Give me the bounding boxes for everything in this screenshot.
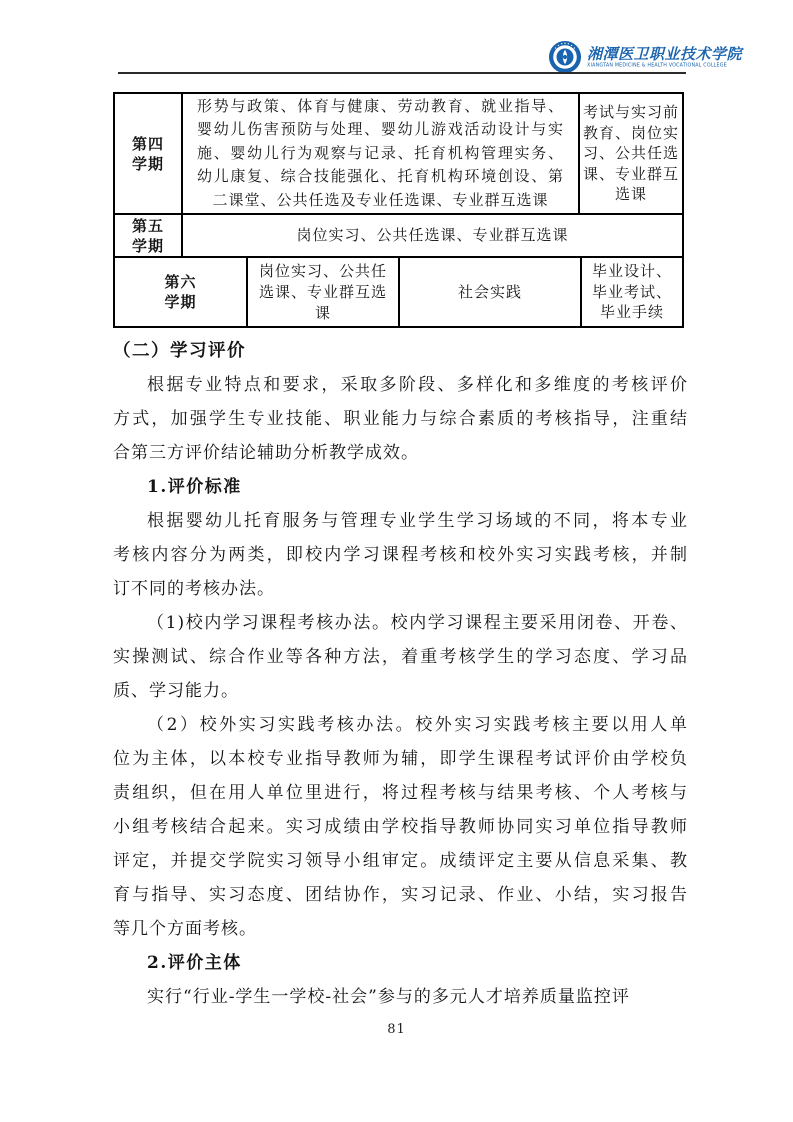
- paragraph-line: （1)校内学习课程考核办法。校内学习课程主要采用闭卷、开卷、: [147, 613, 688, 633]
- table-row-semester4: [115, 94, 682, 213]
- table-row-semester5: [115, 213, 682, 256]
- semester6-practice-cell: 社会实践: [398, 258, 580, 326]
- paragraph-line: 实行“行业-学生一学校-社会”参与的多元人才培养质量监控评: [147, 987, 630, 1007]
- semester5-courses-cell: 岗位实习、公共任选课、专业群互选课: [181, 215, 682, 256]
- semester4-label-cell: 第四学期: [131, 134, 164, 173]
- paragraph-line: 评定，并提交学院实习领导小组审定。成绩评定主要从信息采集、教: [113, 851, 688, 871]
- paragraph-line: 方式，加强学生专业技能、职业能力与综合素质的考核指导，注重结: [113, 409, 688, 429]
- paragraph-line: 根据专业特点和要求，采取多阶段、多样化和多维度的考核评价: [147, 375, 688, 395]
- paragraph-line: 质、学习能力。: [113, 681, 239, 701]
- college-logo-text: [587, 40, 793, 73]
- paragraph-line: 根据婴幼儿托育服务与管理专业学生学习场域的不同，将本专业: [147, 511, 688, 531]
- paragraph-line: 责组织，但在用人单位里进行，将过程考核与结果考核、个人考核与: [113, 783, 688, 803]
- paragraph-line: 实操测试、综合作业等各种方法，着重考核学生的学习态度、学习品: [113, 647, 688, 667]
- semester5-label-cell: 第五学期: [131, 216, 164, 255]
- college-logo-emblem-icon: [548, 40, 582, 74]
- paragraph-line: 育与指导、实习态度、团结协作，实习记录、作业、小结，实习报告: [113, 885, 688, 905]
- section-heading: （二）学习评价: [113, 341, 246, 361]
- paragraph-line: （2）校外实习实践考核办法。校外实习实践考核主要以用人单: [147, 715, 688, 735]
- paragraph-line: 合第三方评价结论辅助分析教学成效。: [113, 443, 419, 463]
- college-name-zh: 湘潭医卫职业技术学院: [587, 45, 743, 63]
- semester4-courses-cell: 形势与政策、体育与健康、劳动教育、就业指导、婴幼儿伤害预防与处理、婴幼儿游戏活动设计与实施、婴幼儿行为观察与记录、托育机构管理实务、幼儿康复、综合技能强化、托育机构环境创设、第二课堂、公共任选及专业任选课、专业群互选课: [181, 94, 578, 213]
- paragraph-line: 考核内容分为两类，即校内学习课程考核和校外实习实践考核，并制: [113, 545, 688, 565]
- sub-heading-1: 1.评价标准: [147, 477, 242, 497]
- college-name-en: XIANGTAN MEDICINE & HEALTH VOCATIONAL COLLEGE: [587, 62, 727, 68]
- semester-schedule-table: [113, 92, 684, 328]
- college-logo: [548, 40, 793, 74]
- paragraph-line: 小组考核结合起来。实习成绩由学校指导教师协同实习单位指导教师: [113, 817, 688, 837]
- paragraph-line: 等几个方面考核。: [113, 919, 257, 939]
- header-divider: [118, 72, 686, 74]
- paragraph-line: 位为主体，以本校专业指导教师为辅，即学生课程考试评价由学校负: [113, 749, 688, 769]
- semester6-graduation-cell: 毕业设计、毕业考试、毕业手续: [580, 258, 682, 326]
- page-number: 81: [387, 1022, 406, 1037]
- document-body: [113, 334, 688, 1014]
- paragraph-line: 订不同的考核办法。: [113, 579, 275, 599]
- semester6-label-cell: 第六学期: [164, 273, 197, 311]
- semester4-extra-cell: 考试与实习前教育、岗位实习、公共任选课、专业群互选课: [578, 94, 682, 213]
- semester6-courses-cell: 岗位实习、公共任选课、专业群互选课: [246, 258, 398, 326]
- sub-heading-2: 2.评价主体: [147, 953, 242, 973]
- table-row-semester6: [115, 256, 682, 326]
